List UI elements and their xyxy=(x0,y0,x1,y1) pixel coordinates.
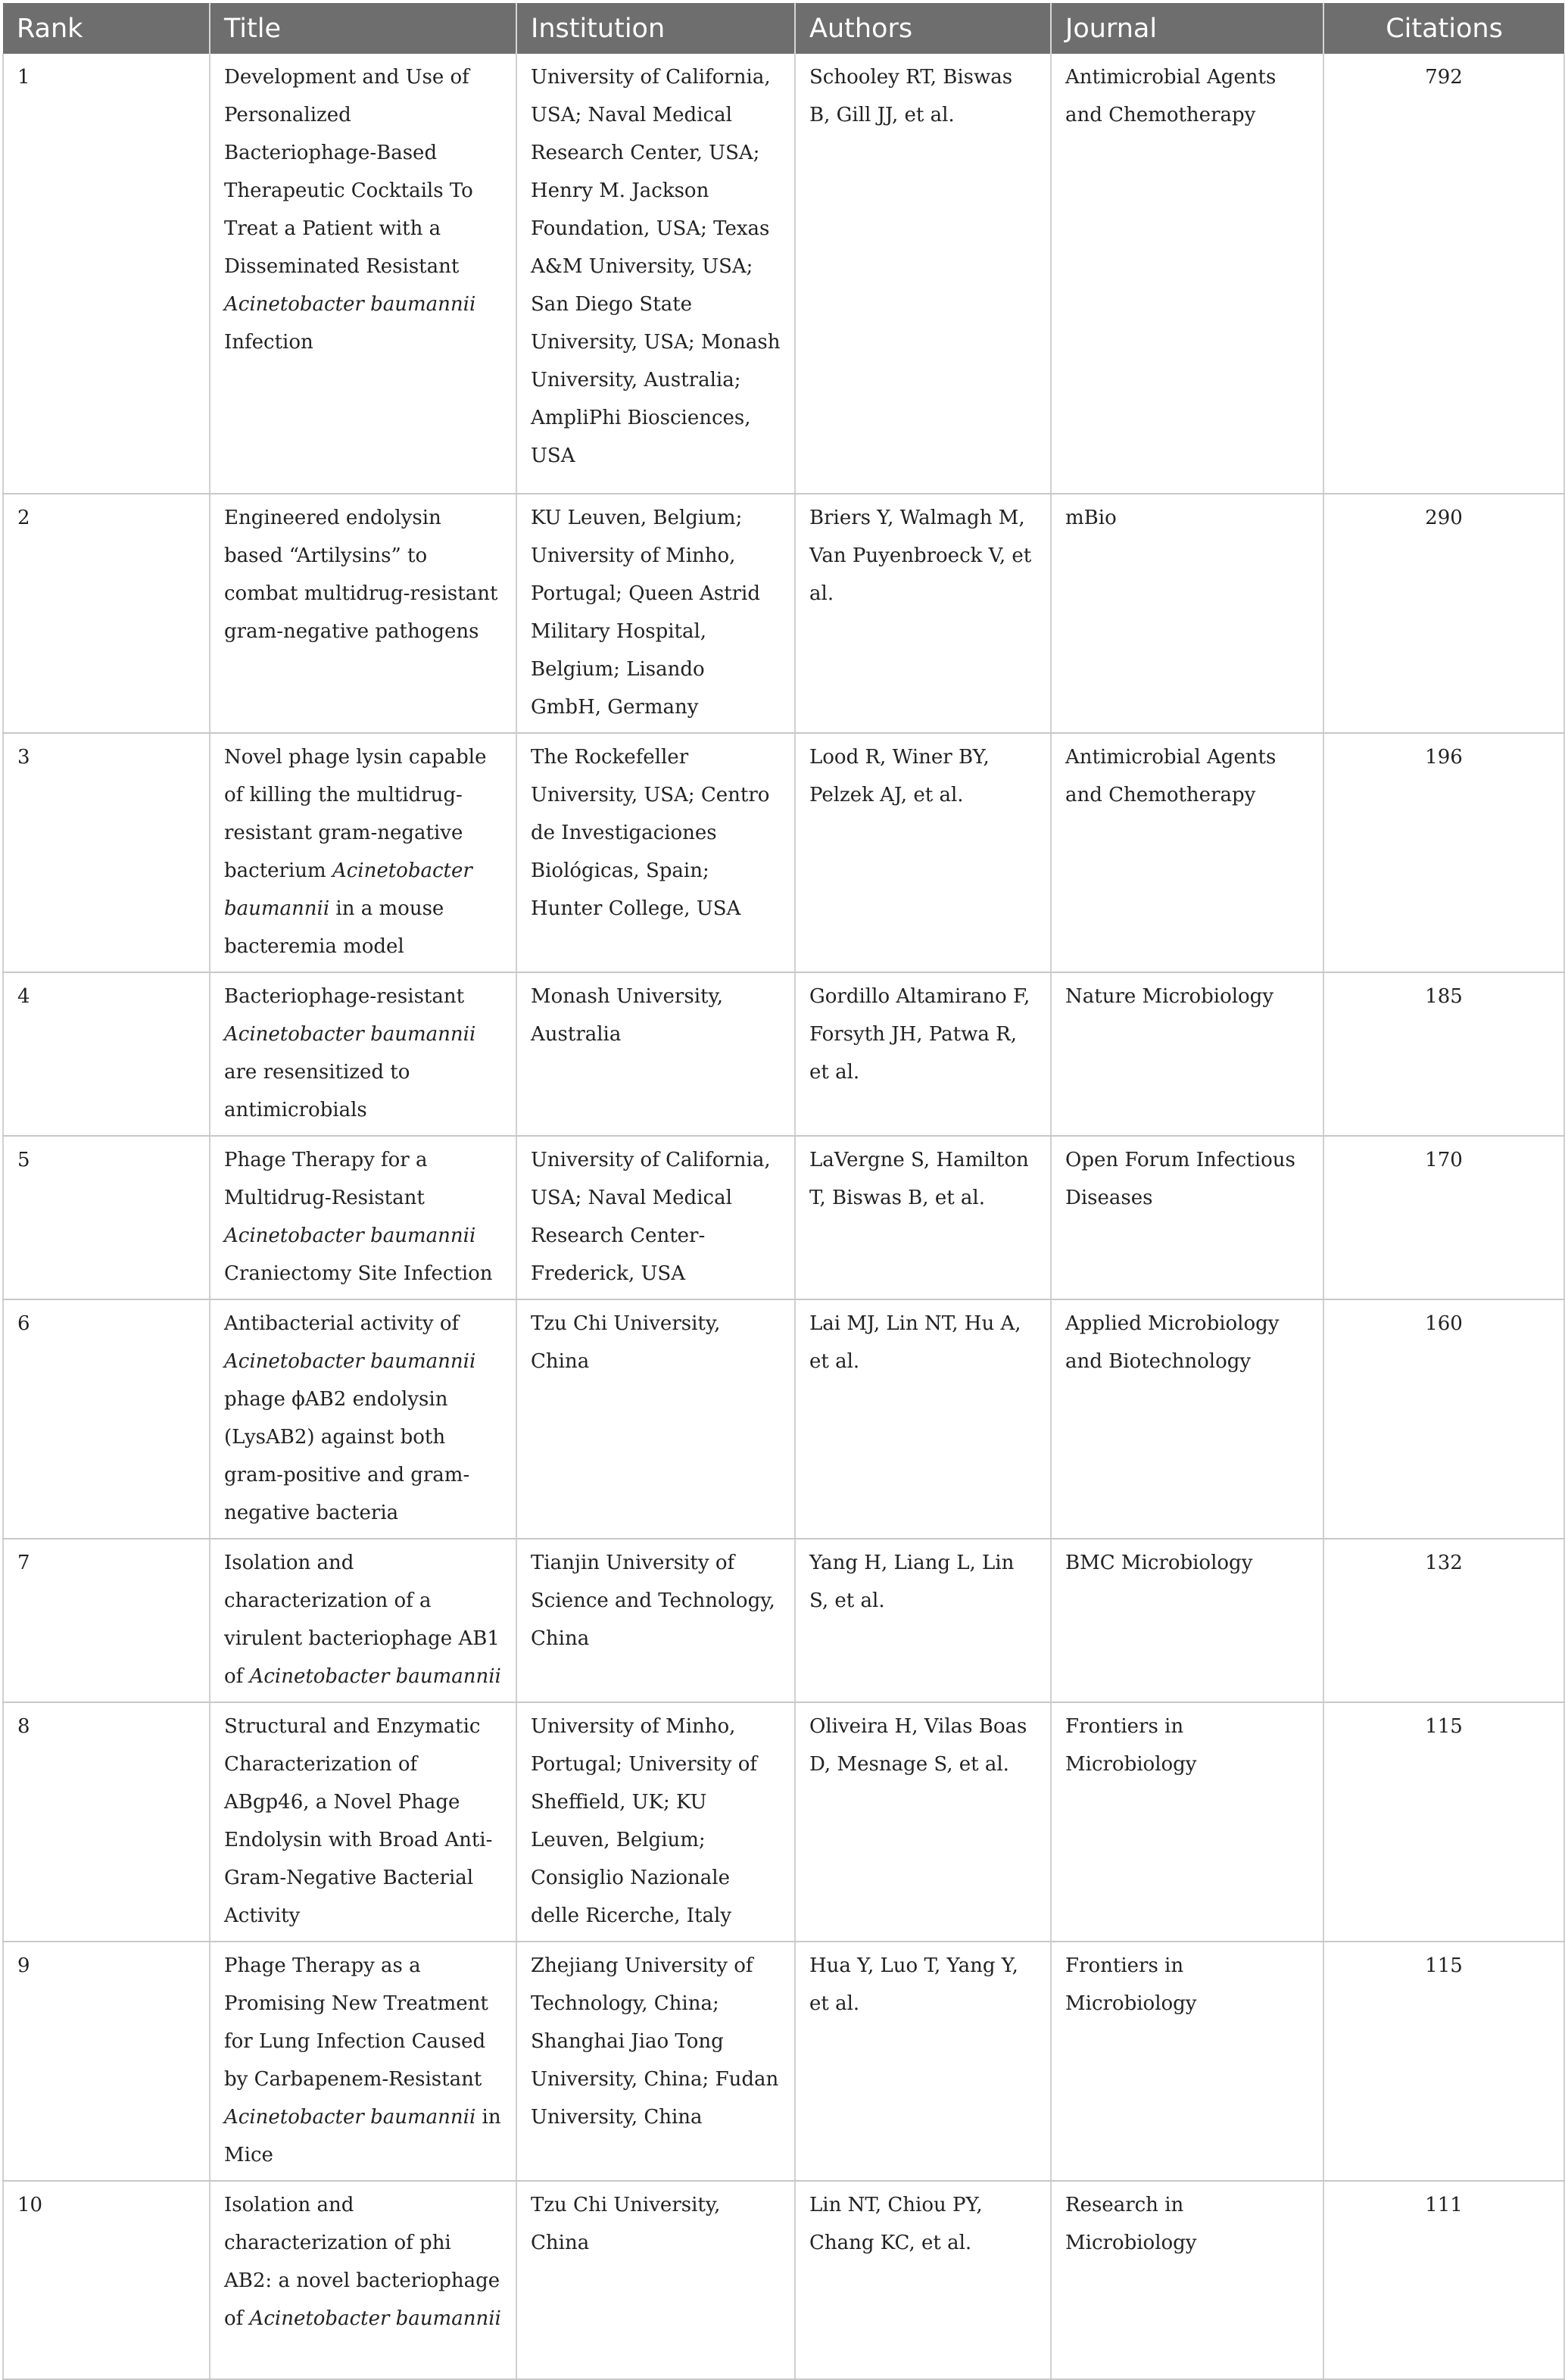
title-text: Isolation and characterization of phi AB2: a novel bacteriophage of xyxy=(224,2194,500,2330)
cell-rank: 5 xyxy=(3,1136,210,1299)
cell-institution: Tzu Chi University, China xyxy=(516,1299,795,1539)
cell-title xyxy=(210,54,516,494)
cell-citations: 160 xyxy=(1323,1299,1564,1539)
title-species-name: Acinetobacter baumannii xyxy=(224,1350,476,1373)
cell-citations: 185 xyxy=(1323,972,1564,1136)
table-body xyxy=(3,54,1564,2379)
title-species-name: Acinetobacter baumannii xyxy=(249,1665,501,1688)
cell-authors: LaVergne S, Hamilton T, Biswas B, et al. xyxy=(795,1136,1051,1299)
title-text: phage ϕAB2 endolysin (LysAB2) against both gram-positive and gram-negative bacteria xyxy=(224,1388,470,1524)
title-text: Infection xyxy=(224,331,313,354)
header-authors: Authors xyxy=(795,3,1051,54)
cell-title xyxy=(210,972,516,1136)
cell-authors: Oliveira H, Vilas Boas D, Mesnage S, et al. xyxy=(795,1702,1051,1942)
cell-rank: 10 xyxy=(3,2181,210,2379)
title-species-name: Acinetobacter baumannii xyxy=(224,2106,476,2129)
cell-citations: 792 xyxy=(1323,54,1564,494)
cell-institution: Tianjin University of Science and Technology, China xyxy=(516,1539,795,1702)
cell-authors: Lood R, Winer BY, Pelzek AJ, et al. xyxy=(795,733,1051,972)
cell-institution: Zhejiang University of Technology, China; Shanghai Jiao Tong University, China; Fudan University, China xyxy=(516,1942,795,2181)
cell-rank: 7 xyxy=(3,1539,210,1702)
title-species-name: Acinetobacter baumannii xyxy=(224,859,472,920)
table-header-row xyxy=(3,3,1564,54)
header-journal: Journal xyxy=(1051,3,1323,54)
title-text: Engineered endolysin based “Artilysins” to combat multidrug-resistant gram-negative pathogens xyxy=(224,507,498,643)
table-row xyxy=(3,1299,1564,1539)
title-text: Novel phage lysin capable of killing the multidrug-resistant gram-negative bacterium xyxy=(224,746,487,882)
cell-citations: 115 xyxy=(1323,1942,1564,2181)
cell-citations: 290 xyxy=(1323,494,1564,733)
header-institution: Institution xyxy=(516,3,795,54)
cell-institution: Monash University, Australia xyxy=(516,972,795,1136)
cell-journal: Research in Microbiology xyxy=(1051,2181,1323,2379)
cell-title xyxy=(210,1299,516,1539)
cell-citations: 115 xyxy=(1323,1702,1564,1942)
cell-title xyxy=(210,1942,516,2181)
table-row xyxy=(3,972,1564,1136)
cell-journal: Open Forum Infectious Diseases xyxy=(1051,1136,1323,1299)
cell-authors: Hua Y, Luo T, Yang Y, et al. xyxy=(795,1942,1051,2181)
cell-institution: KU Leuven, Belgium; University of Minho, Portugal; Queen Astrid Military Hospital, Belgium; Lisando GmbH, Germany xyxy=(516,494,795,733)
title-text: Isolation and characterization of a virulent bacteriophage AB1 of xyxy=(224,1552,500,1688)
title-text: Phage Therapy for a Multidrug-Resistant xyxy=(224,1149,428,1209)
title-text: Development and Use of Personalized Bacteriophage-Based Therapeutic Cocktails To Treat a Patient with a Disseminated Resistant xyxy=(224,66,473,278)
cell-journal: Nature Microbiology xyxy=(1051,972,1323,1136)
title-species-name: Acinetobacter baumannii xyxy=(249,2307,501,2330)
cell-title xyxy=(210,733,516,972)
cell-journal: Frontiers in Microbiology xyxy=(1051,1702,1323,1942)
title-text: Bacteriophage-resistant xyxy=(224,985,465,1008)
cell-journal: Frontiers in Microbiology xyxy=(1051,1942,1323,2181)
cell-title xyxy=(210,494,516,733)
cell-journal: BMC Microbiology xyxy=(1051,1539,1323,1702)
cell-authors: Gordillo Altamirano F, Forsyth JH, Patwa R, et al. xyxy=(795,972,1051,1136)
cell-title xyxy=(210,1136,516,1299)
table-row xyxy=(3,1702,1564,1942)
header-citations: Citations xyxy=(1323,3,1564,54)
cell-institution: Tzu Chi University, China xyxy=(516,2181,795,2379)
title-text: Structural and Enzymatic Characterization of ABgp46, a Novel Phage Endolysin with Broad Anti-Gram-Negative Bacterial Activity xyxy=(224,1715,493,1927)
title-text: in a mouse bacteremia model xyxy=(224,897,444,958)
cell-citations: 170 xyxy=(1323,1136,1564,1299)
cell-institution: University of Minho, Portugal; University of Sheffield, UK; KU Leuven, Belgium; Consiglio Nazionale delle Ricerche, Italy xyxy=(516,1702,795,1942)
cell-title xyxy=(210,2181,516,2379)
citations-table xyxy=(2,3,1565,2380)
cell-journal: Applied Microbiology and Biotechnology xyxy=(1051,1299,1323,1539)
cell-authors: Lin NT, Chiou PY, Chang KC, et al. xyxy=(795,2181,1051,2379)
cell-journal: Antimicrobial Agents and Chemotherapy xyxy=(1051,54,1323,494)
title-text: are resensitized to antimicrobials xyxy=(224,1061,410,1121)
cell-authors: Schooley RT, Biswas B, Gill JJ, et al. xyxy=(795,54,1051,494)
cell-title xyxy=(210,1539,516,1702)
table-row xyxy=(3,1539,1564,1702)
cell-citations: 111 xyxy=(1323,2181,1564,2379)
cell-authors: Lai MJ, Lin NT, Hu A, et al. xyxy=(795,1299,1051,1539)
cell-title xyxy=(210,1702,516,1942)
cell-journal: mBio xyxy=(1051,494,1323,733)
cell-institution: The Rockefeller University, USA; Centro de Investigaciones Biológicas, Spain; Hunter College, USA xyxy=(516,733,795,972)
title-text: in Mice xyxy=(224,2106,501,2166)
table-row xyxy=(3,494,1564,733)
table-row xyxy=(3,733,1564,972)
cell-institution: University of California, USA; Naval Medical Research Center-Frederick, USA xyxy=(516,1136,795,1299)
cell-rank: 8 xyxy=(3,1702,210,1942)
cell-rank: 3 xyxy=(3,733,210,972)
title-text: Antibacterial activity of xyxy=(224,1312,460,1335)
cell-authors: Briers Y, Walmagh M, Van Puyenbroeck V, et al. xyxy=(795,494,1051,733)
table-row xyxy=(3,54,1564,494)
table-row xyxy=(3,1942,1564,2181)
header-title: Title xyxy=(210,3,516,54)
table-row xyxy=(3,1136,1564,1299)
title-species-name: Acinetobacter baumannii xyxy=(224,1224,476,1247)
cell-rank: 9 xyxy=(3,1942,210,2181)
title-text: Phage Therapy as a Promising New Treatment for Lung Infection Caused by Carbapenem-Resistant xyxy=(224,1954,488,2091)
cell-authors: Yang H, Liang L, Lin S, et al. xyxy=(795,1539,1051,1702)
cell-citations: 132 xyxy=(1323,1539,1564,1702)
cell-citations: 196 xyxy=(1323,733,1564,972)
title-species-name: Acinetobacter baumannii xyxy=(224,293,476,316)
title-species-name: Acinetobacter baumannii xyxy=(224,1023,476,1046)
cell-rank: 6 xyxy=(3,1299,210,1539)
header-rank: Rank xyxy=(17,13,83,44)
cell-journal: Antimicrobial Agents and Chemotherapy xyxy=(1051,733,1323,972)
title-text: Craniectomy Site Infection xyxy=(224,1262,493,1285)
cell-rank: 2 xyxy=(3,494,210,733)
cell-institution: University of California, USA; Naval Medical Research Center, USA; Henry M. Jackson Foundation, USA; Texas A&M University, USA; San Diego State University, USA; Monash University, Australia; AmpliPhi Biosciences, USA xyxy=(516,54,795,494)
table-row xyxy=(3,2181,1564,2379)
cell-rank: 4 xyxy=(3,972,210,1136)
cell-rank: 1 xyxy=(3,54,210,494)
